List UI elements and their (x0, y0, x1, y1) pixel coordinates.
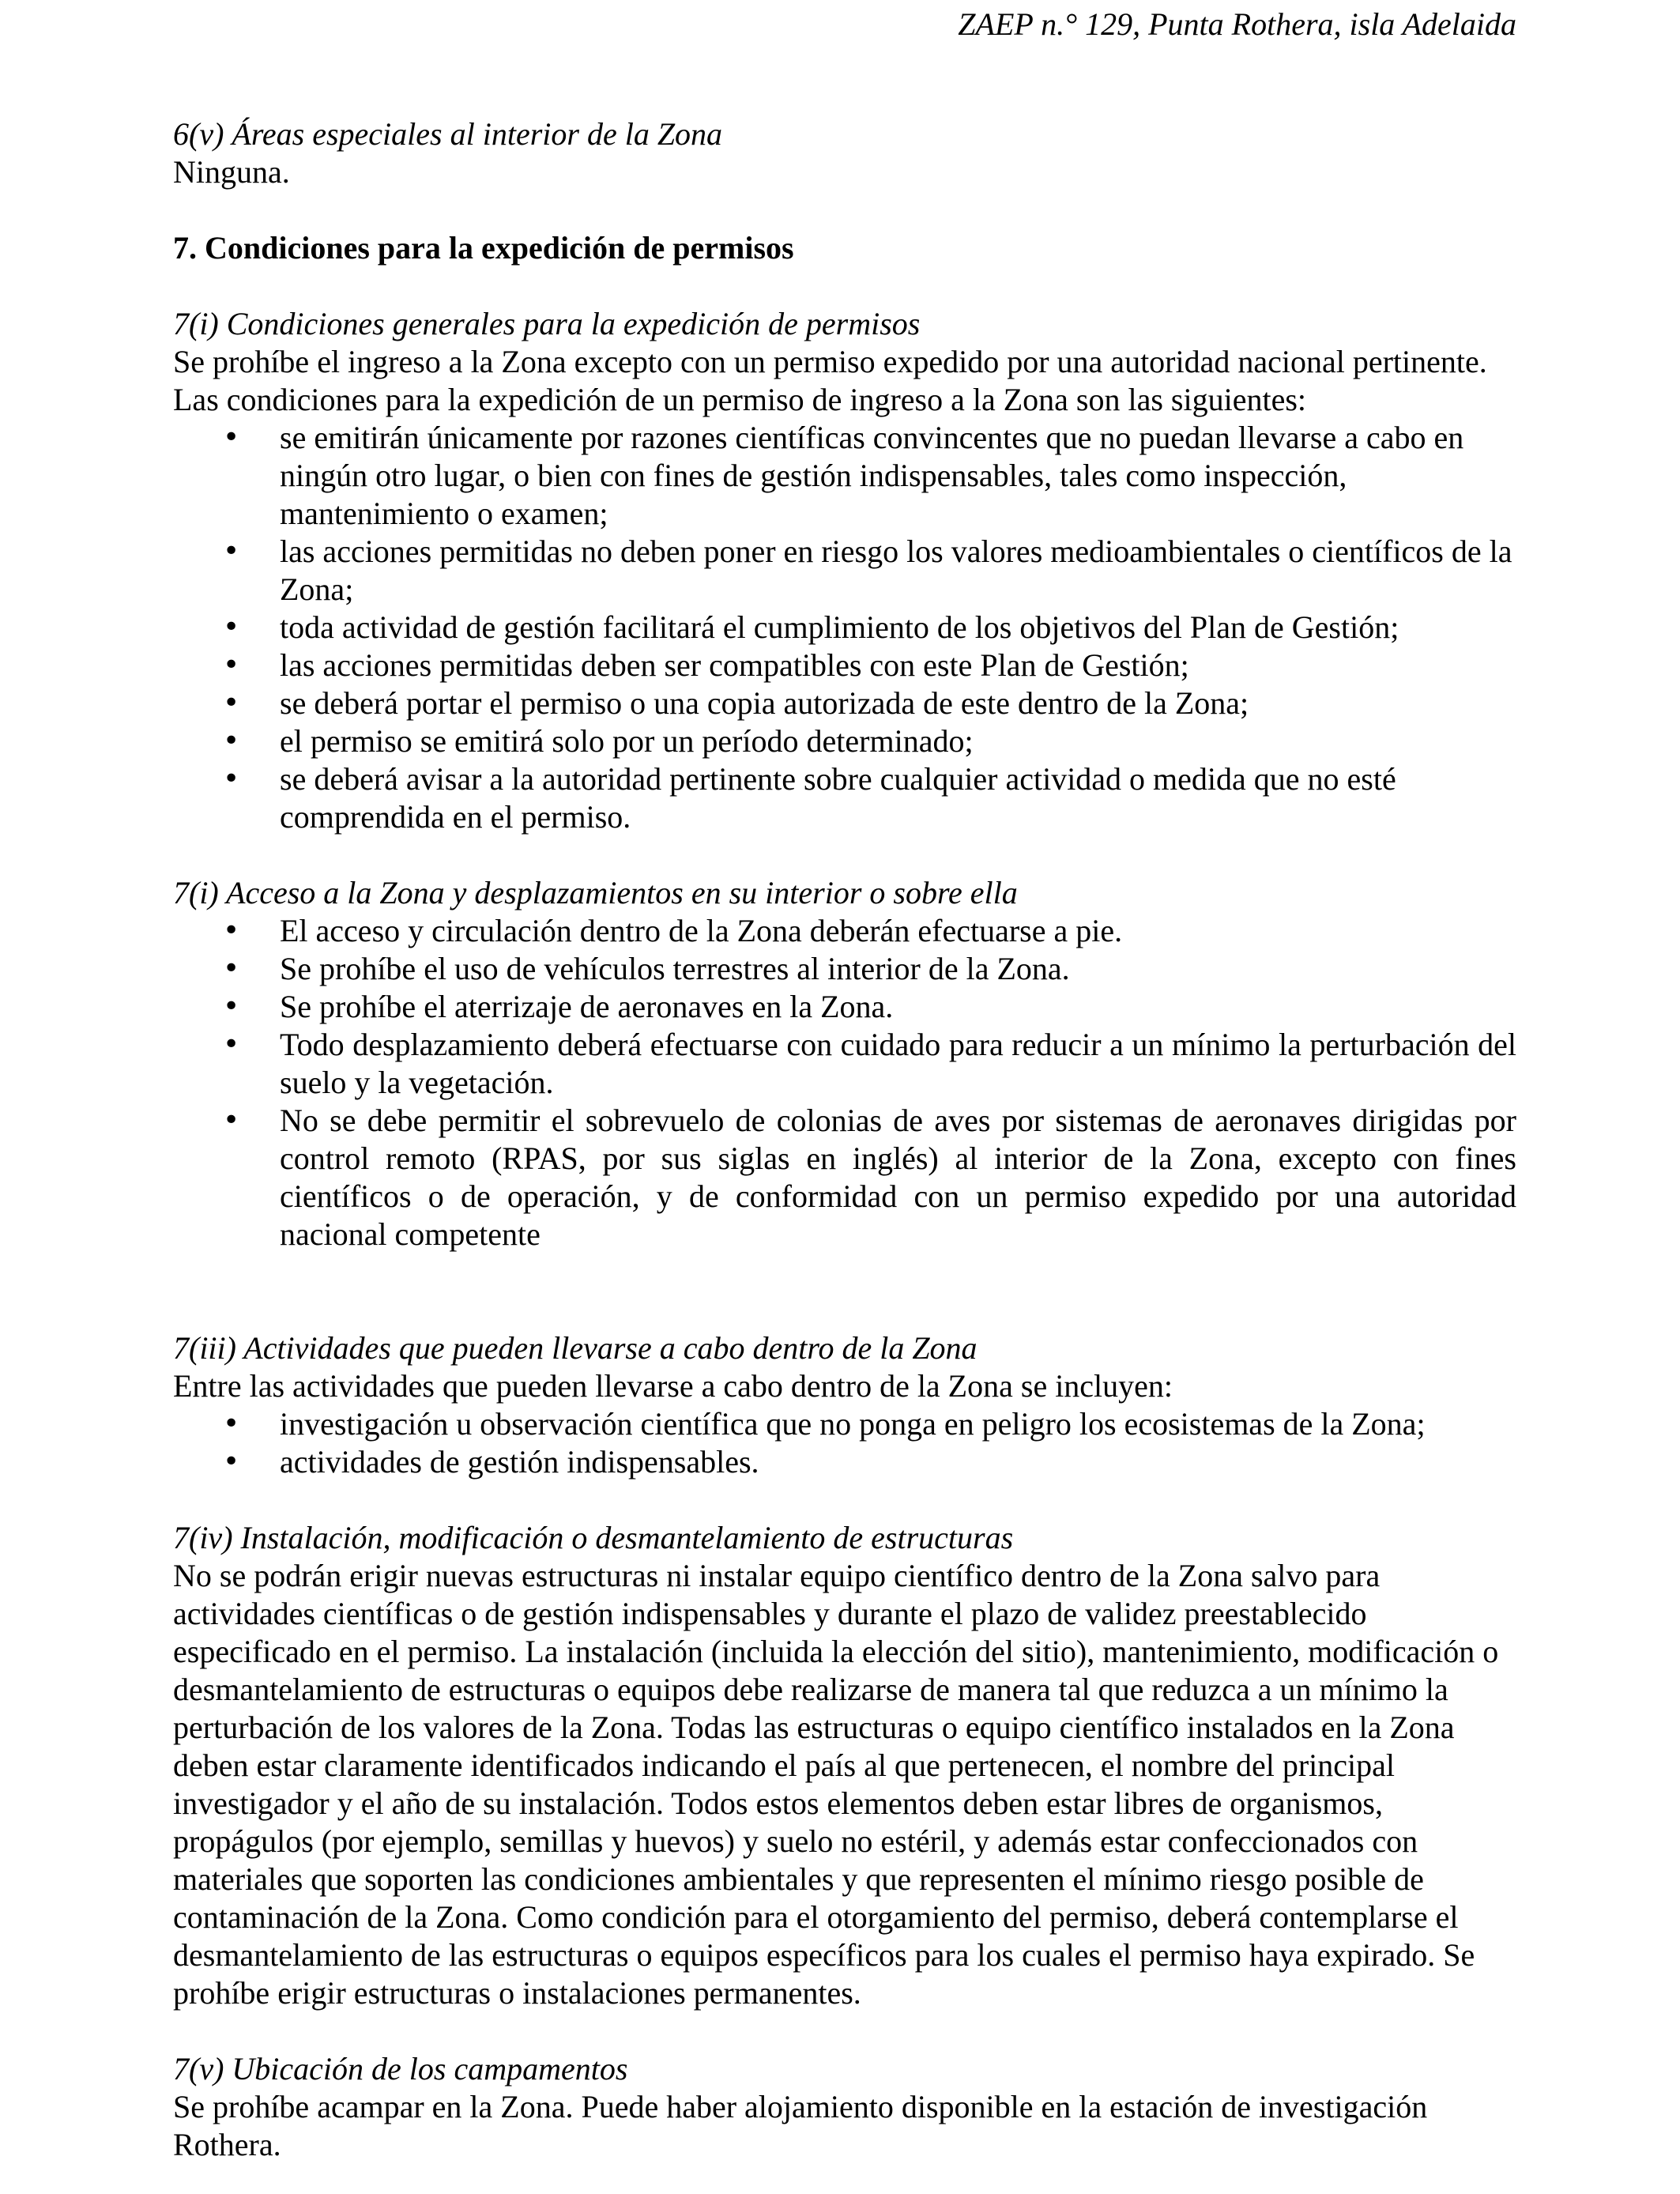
list-item: • toda actividad de gestión facilitará el cumplimiento de los objetivos del Plan de Gestión; (280, 609, 1516, 647)
subsection-title-7ii: 7(i) Acceso a la Zona y desplazamientos en su interior o sobre ella (173, 875, 1018, 910)
subsection-title-6v: 6(v) Áreas especiales al interior de la Zona (173, 116, 723, 152)
paragraph-7iv: No se podrán erigir nuevas estructuras ni instalar equipo científico dentro de la Zona salvo para actividades científicas o de gestión indispensables y durante el plazo de validez preestablecido especificado en el permiso. La instalación (incluida la elección del sitio), mantenimiento, modificación o desmantelamiento de estructuras o equipos debe realizarse de manera tal que reduzca a un mínimo la perturbación de los valores de la Zona. Todas las estructuras o equipo científico instalados en la Zona deben estar claramente identificados indicando el país al que pertenecen, el nombre del principal investigador y el año de su instalación. Todos estos elementos deben estar libres de organismos, propágulos (por ejemplo, semillas y huevos) y suelo no estéril, y además estar confeccionados con materiales que soporten las condiciones ambientales y que representen el mínimo riesgo posible de contaminación de la Zona. Como condición para el otorgamiento del permiso, deberá contemplarse el desmantelamiento de las estructuras o equipos específicos para los cuales el permiso haya expirado. Se prohíbe erigir estructuras o instalaciones permanentes. (173, 1558, 1499, 2011)
paragraph-7v: Se prohíbe acampar en la Zona. Puede haber alojamiento disponible en la estación de investigación Rothera. (173, 2089, 1428, 2162)
list-item: • Se prohíbe el uso de vehículos terrestres al interior de la Zona. (280, 950, 1516, 988)
list-item: • investigación u observación científica que no ponga en peligro los ecosistemas de la Zona; (280, 1405, 1516, 1443)
list-item: • Se prohíbe el aterrizaje de aeronaves en la Zona. (280, 988, 1516, 1026)
section-title-7: 7. Condiciones para la expedición de permisos (173, 230, 794, 266)
list-item: • El acceso y circulación dentro de la Zona deberán efectuarse a pie. (280, 912, 1516, 950)
list-item: • actividades de gestión indispensables. (280, 1443, 1516, 1481)
subsection-title-7iii: 7(iii) Actividades que pueden llevarse a cabo dentro de la Zona (173, 1330, 977, 1366)
list-7i (173, 419, 1516, 836)
document-body (173, 115, 1516, 2164)
paragraph-7i-intro: Se prohíbe el ingreso a la Zona excepto con un permiso expedido por una autoridad nacional pertinente. Las condiciones para la expedición de un permiso de ingreso a la Zona son las siguientes: (173, 344, 1487, 417)
paragraph-6v: Ninguna. (173, 154, 290, 190)
list-item: • se deberá avisar a la autoridad pertinente sobre cualquier actividad o medida que no esté comprendida en el permiso. (280, 760, 1516, 836)
list-item: • Todo desplazamiento deberá efectuarse con cuidado para reducir a un mínimo la perturbación del suelo y la vegetación. (280, 1026, 1516, 1102)
list-item: • el permiso se emitirá solo por un período determinado; (280, 722, 1516, 760)
subsection-title-7v: 7(v) Ubicación de los campamentos (173, 2051, 628, 2087)
list-item: • se emitirán únicamente por razones científicas convincentes que no puedan llevarse a cabo en ningún otro lugar, o bien con fines de gestión indispensables, tales como inspección, mantenimiento o examen; (280, 419, 1516, 533)
list-item: • las acciones permitidas deben ser compatibles con este Plan de Gestión; (280, 647, 1516, 684)
list-item: • No se debe permitir el sobrevuelo de colonias de aves por sistemas de aeronaves dirigidas por control remoto (RPAS, por sus siglas en inglés) al interior de la Zona, excepto con fines científicos o de operación, y de conformidad con un permiso expedido por una autoridad nacional competente (280, 1102, 1516, 1253)
paragraph-7iii-intro: Entre las actividades que pueden llevarse a cabo dentro de la Zona se incluyen: (173, 1368, 1173, 1404)
list-item: • las acciones permitidas no deben poner en riesgo los valores medioambientales o científicos de la Zona; (280, 533, 1516, 609)
list-7ii (173, 912, 1516, 1253)
list-7iii (173, 1405, 1516, 1481)
subsection-title-7iv: 7(iv) Instalación, modificación o desmantelamiento de estructuras (173, 1520, 1014, 1555)
subsection-title-7i: 7(i) Condiciones generales para la expedición de permisos (173, 306, 921, 341)
running-header: ZAEP n.° 129, Punta Rothera, isla Adelaida (958, 6, 1516, 42)
list-item: • se deberá portar el permiso o una copia autorizada de este dentro de la Zona; (280, 684, 1516, 722)
